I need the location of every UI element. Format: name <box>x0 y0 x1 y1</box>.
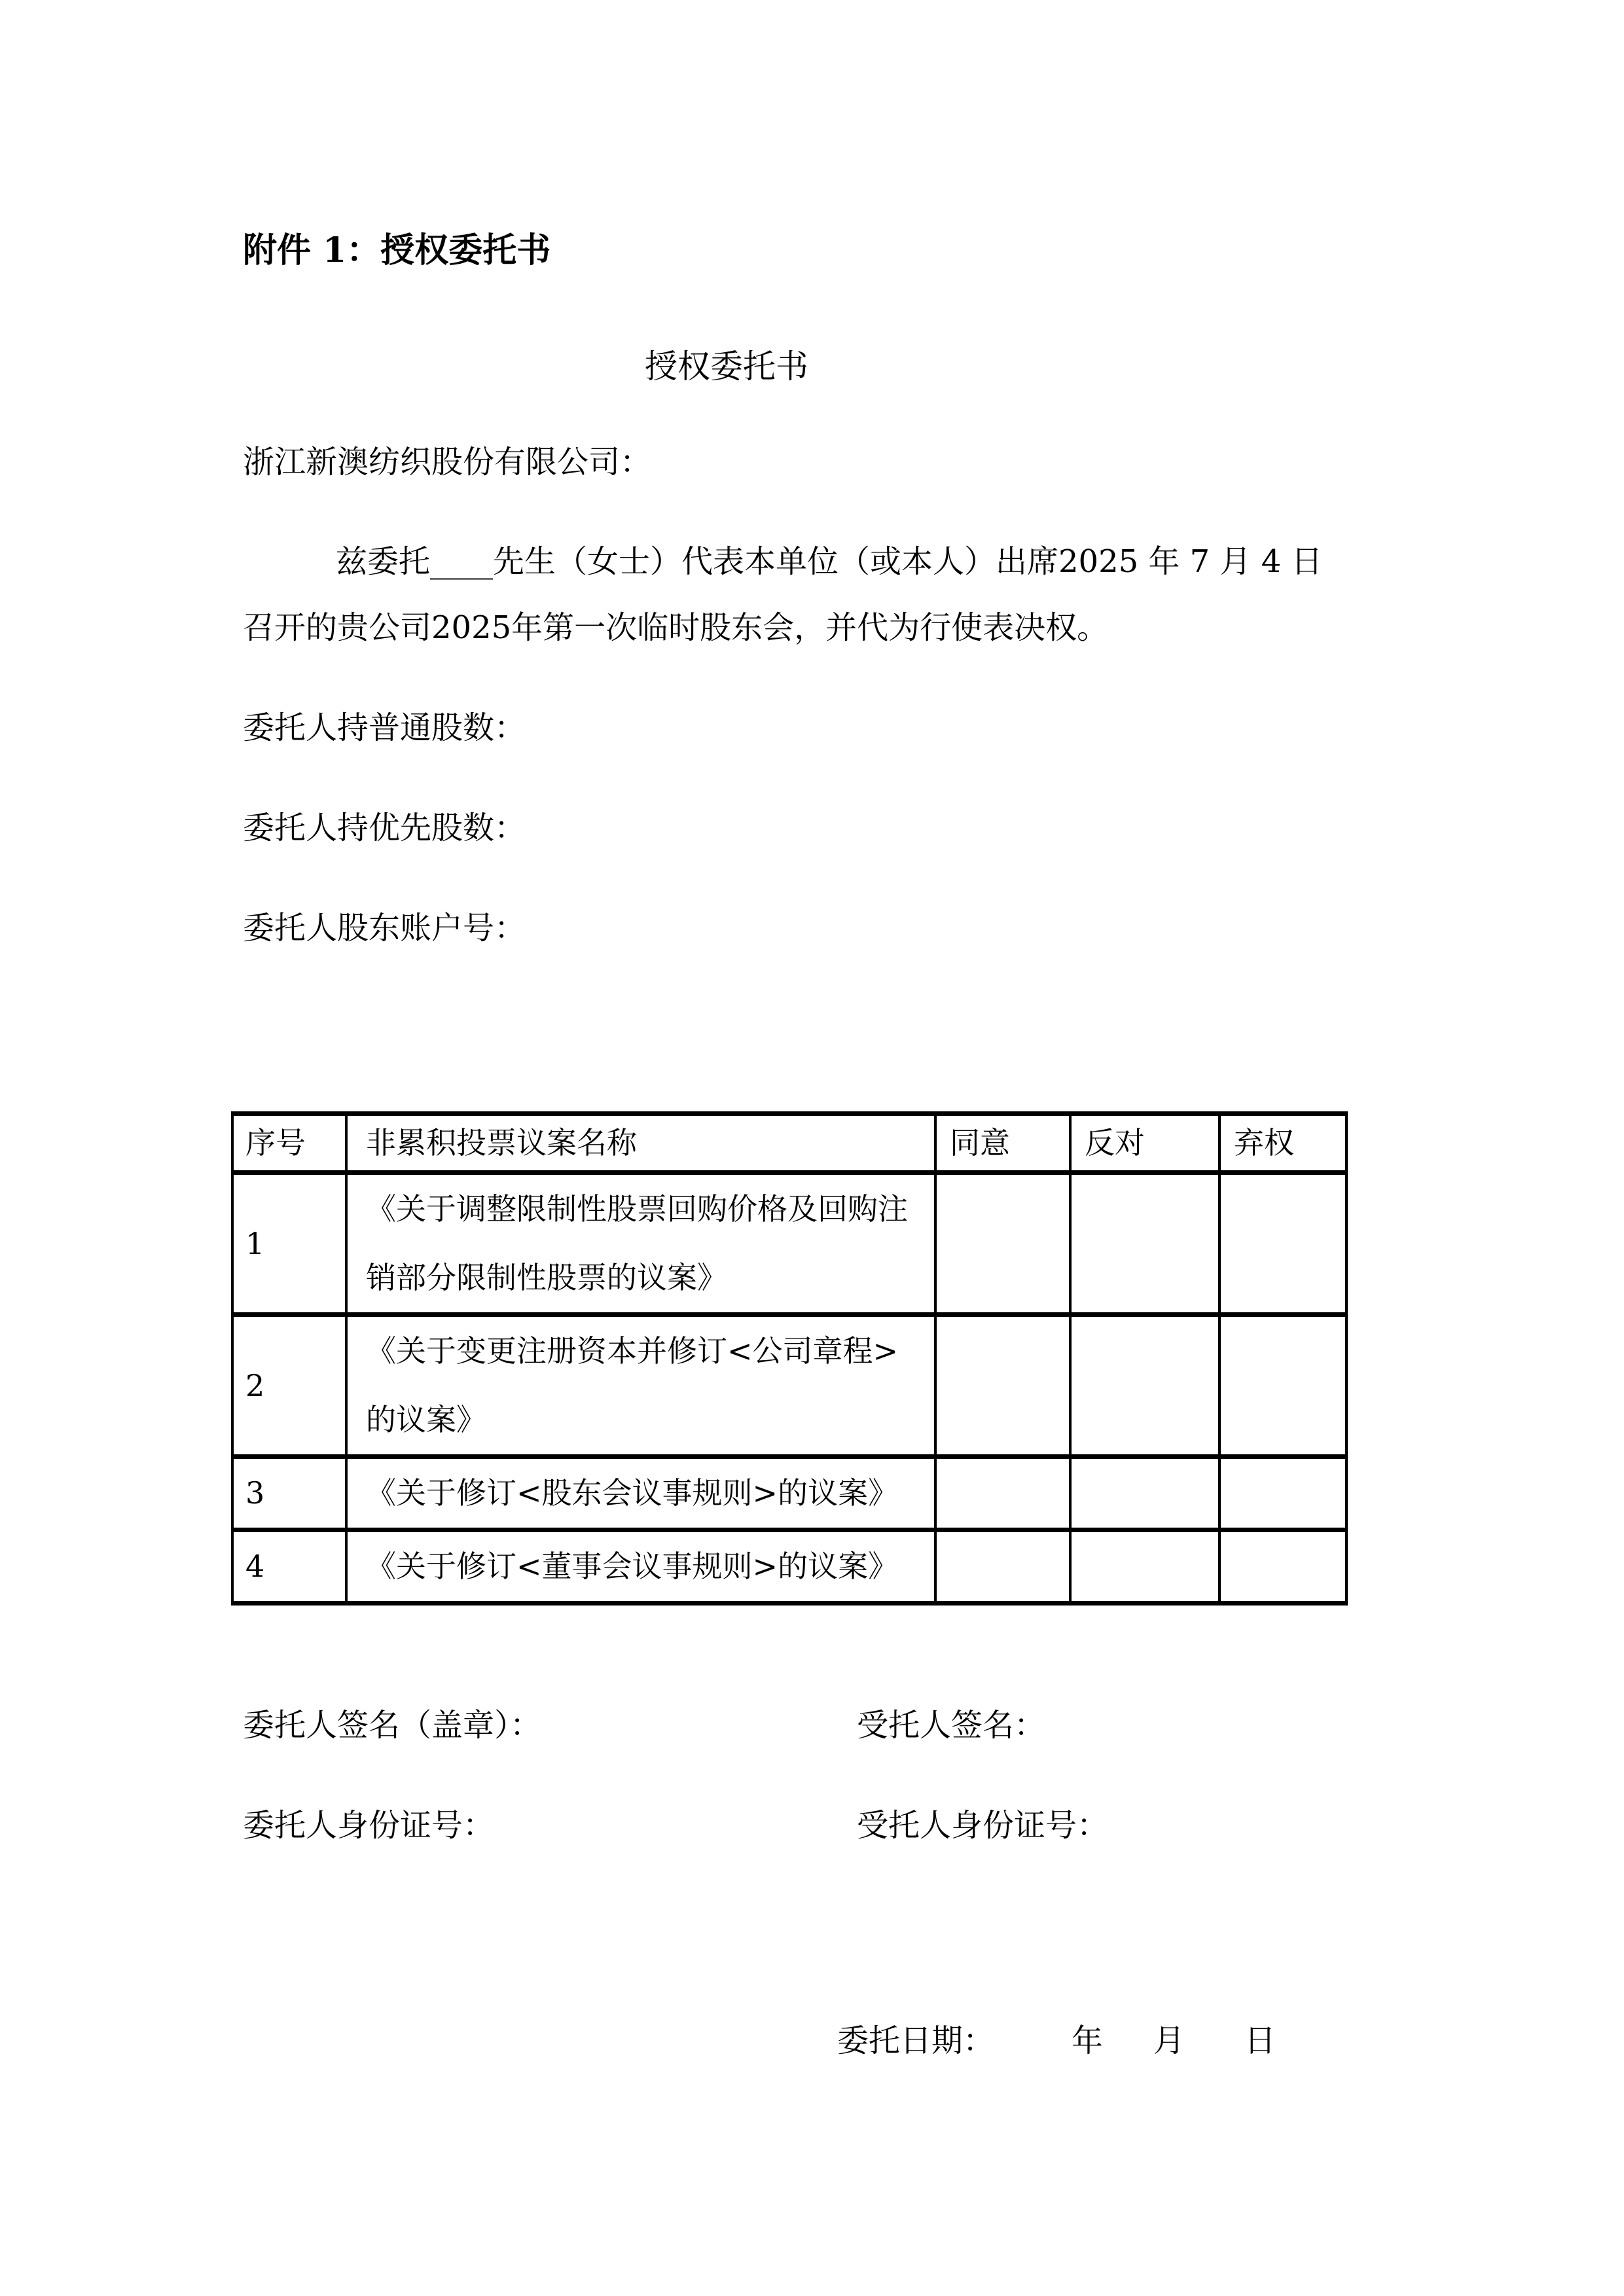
abstain-cell <box>1219 1173 1346 1315</box>
against-cell <box>1070 1457 1219 1530</box>
table-row <box>232 1173 1346 1315</box>
agree-cell <box>935 1457 1070 1530</box>
table-row <box>232 1315 1346 1457</box>
date-line <box>837 2022 1276 2060</box>
header-proposal-name: 非累积投票议案名称 <box>346 1114 935 1173</box>
agree-cell <box>935 1315 1070 1457</box>
principal-signature-label: 委托人签名（盖章）： <box>243 1707 542 1744</box>
header-agree: 同意 <box>935 1114 1070 1173</box>
against-cell <box>1070 1530 1219 1604</box>
row-number: 2 <box>232 1315 346 1457</box>
header-no: 序号 <box>232 1114 346 1173</box>
abstain-cell <box>1219 1530 1346 1604</box>
document-title: 授权委托书 <box>645 348 808 386</box>
date-label: 委托日期： <box>837 2022 995 2059</box>
agree-cell <box>935 1530 1070 1604</box>
table-header-row <box>232 1114 1346 1173</box>
agent-signature-label: 受托人签名： <box>857 1707 1046 1744</box>
table-row <box>232 1457 1346 1530</box>
year-label: 年 <box>1072 2022 1104 2059</box>
company-salutation: 浙江新澳纺织股份有限公司： <box>243 444 652 480</box>
against-cell <box>1070 1173 1219 1315</box>
voting-table <box>231 1111 1348 1605</box>
proxy-paragraph-line-2: 召开的贵公司2025年第一次临时股东会，并代为行使表决权。 <box>243 609 1109 646</box>
proposal-name: 《关于修订<股东会议事规则>的议案》 <box>346 1457 935 1530</box>
row-number: 4 <box>232 1530 346 1604</box>
preferred-shares-label: 委托人持优先股数： <box>243 810 526 846</box>
table-row <box>232 1530 1346 1604</box>
proxy-paragraph-line-1: 兹委托____先生（女士）代表本单位（或本人）出席2025 年 7 月 4 日 <box>336 543 1323 580</box>
attachment-title: 附件 1：授权委托书 <box>243 230 551 270</box>
agree-cell <box>935 1173 1070 1315</box>
day-label: 日 <box>1244 2022 1276 2059</box>
abstain-cell <box>1219 1315 1346 1457</box>
proposal-name: 《关于调整限制性股票回购价格及回购注销部分限制性股票的议案》 <box>346 1173 935 1315</box>
against-cell <box>1070 1315 1219 1457</box>
proposal-name: 《关于变更注册资本并修订<公司章程>的议案》 <box>346 1315 935 1457</box>
row-number: 3 <box>232 1457 346 1530</box>
shareholder-account-label: 委托人股东账户号： <box>243 910 526 946</box>
row-number: 1 <box>232 1173 346 1315</box>
principal-id-label: 委托人身份证号： <box>243 1807 495 1844</box>
header-against: 反对 <box>1070 1114 1219 1173</box>
header-abstain: 弃权 <box>1219 1114 1346 1173</box>
ordinary-shares-label: 委托人持普通股数： <box>243 709 526 746</box>
proposal-name: 《关于修订<董事会议事规则>的议案》 <box>346 1530 935 1604</box>
abstain-cell <box>1219 1457 1346 1530</box>
month-label: 月 <box>1153 2022 1185 2059</box>
agent-id-label: 受托人身份证号： <box>857 1807 1109 1844</box>
